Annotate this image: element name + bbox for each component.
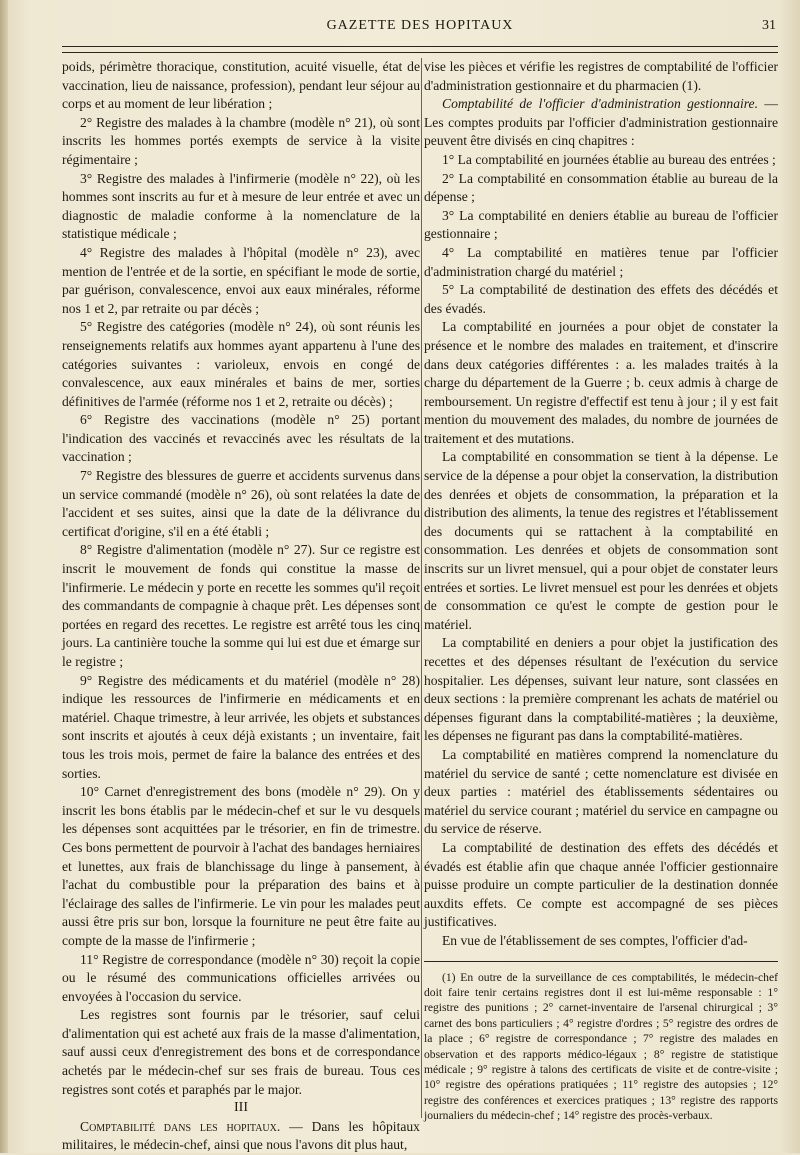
paragraph: 9° Registre des médicaments et du matériel (modèle n° 28) indique les ressources de l'infirmerie en médicaments et en matériel. Chaque trimestre, à leur arrivée, les objets et substances sont inscrits et ajoutés à ceux déjà existants ; un inventaire, fait tous les trois mois, permet de faire la balance des entrées et des sorties.: [62, 672, 420, 781]
paragraph: La comptabilité en consommation se tient à la dépense. Le service de la dépense a pour objet la conservation, la distribution des denrées et objets de consommation, la préparation et la distribution des aliments, la tenue des registres et l'établissement des documents qui se rattachent à la comptabilité en consommation. Les denrées et objets de consommation sont inscrits sur un livret mensuel, qui a pour objet de constater leurs entrées et sorties. Le livret mensuel est pour les denrées et objets de consommation ce qu'est le compte de gestion pour le matériel.: [424, 449, 778, 632]
paragraph: La comptabilité en matières comprend la nomenclature du matériel du service de santé ; cette nomenclature est divisée en deux parties : matériel des établissements sédentaires ou matériel du service courant ; matériel du service en campagne ou du service de réserve.: [424, 746, 778, 837]
paragraph: 4° Registre des malades à l'hôpital (modèle n° 23), avec mention de l'entrée et de la sortie, en spécifiant le mode de sortie, par guérison, convalescence, envoi aux eaux minérales, réforme nos 1 et 2, par retraite ou par décès ;: [62, 244, 420, 316]
page-binding-edge: [0, 0, 8, 1153]
footnote-rule: [424, 961, 778, 962]
subsection-paragraph: [424, 95, 778, 151]
paragraph: La comptabilité de destination des effets des décédés et évadés est établie afin que chaque année l'officier gestionnaire puisse produire un compte particulier de la destination donnée auxdits effets. Ce compte est accompagné de ses pièces justificatives.: [424, 839, 778, 930]
section-text: — Dans les hôpitaux militaires, le médecin-chef, ainsi que nous l'avons dit plus haut,: [62, 1118, 420, 1153]
paragraph: La comptabilité en journées a pour objet de constater la présence et le nombre des malades en traitement, et d'inscrire dans deux catégories différentes : a. les malades traités à la charge du département de la Guerre ; b. ceux admis à charge de remboursement. Un registre d'effectif est tenu à jour ; il y est fait mention du mouvement des malades, du nombre de journées de traitement et des mutations.: [424, 319, 778, 446]
paragraph: 5° Registre des catégories (modèle n° 24), où sont réunis les renseignements relatifs aux hommes ayant appartenu à l'une des catégories suivantes : varioleux, envois en congé de convalescence, aux eaux minérales et bains de mer, sorties définitives de l'armée (réforme nos 1 et 2, retraite ou décès) ;: [62, 319, 420, 409]
paragraph: 7° Registre des blessures de guerre et accidents survenus dans un service commandé (modèle n° 26), où sont relatées la date de l'accident et ses suites, ainsi que la date de la délivrance du certificat d'origine, s'il en a été établi ;: [62, 468, 420, 539]
section-heading-paragraph: [62, 1118, 420, 1155]
publication-title: GAZETTE DES HOPITAUX: [326, 18, 514, 33]
paragraph: Les registres sont fournis par le trésorier, sauf celui d'alimentation qui est acheté aux frais de la masse d'alimentation, sauf aussi ceux d'enregistrement des bons et de correspondance achetés par le médecin-chef sur ses frais de bureau. Tous ces registres sont cotés et paraphés par le major.: [62, 1007, 420, 1097]
chapter-item: 5° La comptabilité de destination des effets des décédés et des évadés.: [424, 282, 778, 316]
column-divider: [421, 58, 422, 1118]
header-rule: [62, 46, 778, 47]
paragraph: 2° Registre des malades à la chambre (modèle n° 21), où sont inscrits les hommes portés exempts de service à la visite régimentaire ;: [62, 114, 420, 167]
chapter-item: 1° La comptabilité en journées établie au bureau des entrées ;: [442, 151, 776, 167]
paragraph: vise les pièces et vérifie les registres de comptabilité de l'officier d'administration gestionnaire et du pharmacien (1).: [424, 59, 778, 93]
right-column: [424, 58, 778, 1124]
paragraph: 3° Registre des malades à l'infirmerie (modèle n° 22), où les hommes sont inscrits au fur et à mesure de leur entrée et avec un diagnostic de maladie conforme à la nomenclature de la statistique médicale ;: [62, 170, 420, 242]
page-header: [60, 18, 780, 40]
left-column: [62, 58, 420, 1155]
subsection-text: — Les comptes produits par l'officier d'administration gestionnaire peuvent être divisés en cinq chapitres :: [424, 96, 778, 149]
section-title: Comptabilité dans les hopitaux.: [80, 1118, 281, 1134]
paragraph: 6° Registre des vaccinations (modèle n° 25) portant l'indication des vaccinés et revaccinés avec les résultats de la vaccination ;: [62, 412, 420, 465]
subsection-title: Comptabilité de l'officier d'administration gestionnaire.: [442, 96, 758, 112]
paragraph: 8° Registre d'alimentation (modèle n° 27). Sur ce registre est inscrit le mouvement de fonds qui constitue la masse de l'infirmerie. Le médecin y porte en recette les sommes qu'il reçoit des commandants de compagnie à chaque prêt. Les dépenses sont portées en regard des recettes. Le registre est arrêté tous les cinq jours. La cantinière touche la somme qui lui est due et émarge sur le registre ;: [62, 542, 420, 669]
paragraph: En vue de l'établissement de ses comptes, l'officier d'ad-: [442, 932, 748, 948]
paragraph: 11° Registre de correspondance (modèle n° 30) reçoit la copie ou le résumé des communications officielles arrivées ou envoyées à l'occasion du service.: [62, 951, 420, 1004]
paragraph: 10° Carnet d'enregistrement des bons (modèle n° 29). On y inscrit les bons établis par le médecin-chef et sur le vu desquels les dépenses sont acquittées par le trésorier, en fin de trimestre. Ces bons permettent de pourvoir à l'achat des bandages herniaires et lunettes, aux frais de blanchissage du linge à pansement, à l'achat du combustible pour la préparation des bains et à l'éclairage des salles de l'infirmerie. Le vin pour les malades peut aussi être pris sur bon, lorsque la fourniture ne peut être faite au compte de la masse de l'infirmerie ;: [62, 784, 420, 948]
chapter-item: 2° La comptabilité en consommation établie au bureau de la dépense ;: [424, 170, 778, 205]
chapter-item: 4° La comptabilité en matières tenue par l'officier d'administration chargé du matériel ;: [424, 244, 778, 279]
footnote: (1) En outre de la surveillance de ces comptabilités, le médecin-chef doit faire tenir certains registres dont il est lui-même responsable : 1° registre des punitions ; 2° carnet-inventaire de l'arsenal chirurgical ; 3° carnet des bons particuliers ; 4° registre d'ordres ; 5° registre des ordres de la place ; 6° registre de correspondance ; 7° registre des malades en observation et des rapports médico-légaux ; 8° registre de statistique médicale ; 9° registre à talons des certificats de visite et de contre-visite ; 10° registre des opérations pratiquées ; 11° registre des autopsies ; 12° registre des conférences et exercices pratiques ; 13° registre des rapports journaliers du médecin-chef ; 14° registre des procès-verbaux.: [424, 970, 778, 1123]
header-rule-secondary: [62, 52, 778, 53]
chapter-item: 3° La comptabilité en deniers établie au bureau de l'officier gestionnaire ;: [424, 207, 778, 242]
page-number: 31: [762, 18, 776, 33]
paragraph: La comptabilité en deniers a pour objet la justification des recettes et des dépenses résultant de l'exécution du service hospitalier. Les dépenses, suivant leur nature, sont classées en deux sections : la première comprenant les achats de matériel ou dépenses figurant dans la comptabilité-matières ; la deuxième, les dépenses ne figurant pas dans la comptabilité-matières.: [424, 635, 778, 744]
section-number: III: [234, 1100, 248, 1116]
paragraph: poids, périmètre thoracique, constitution, acuité visuelle, état de vaccination, lieu de naissance, profession), pendant leur séjour au corps et au moment de leur libération ;: [62, 59, 420, 112]
